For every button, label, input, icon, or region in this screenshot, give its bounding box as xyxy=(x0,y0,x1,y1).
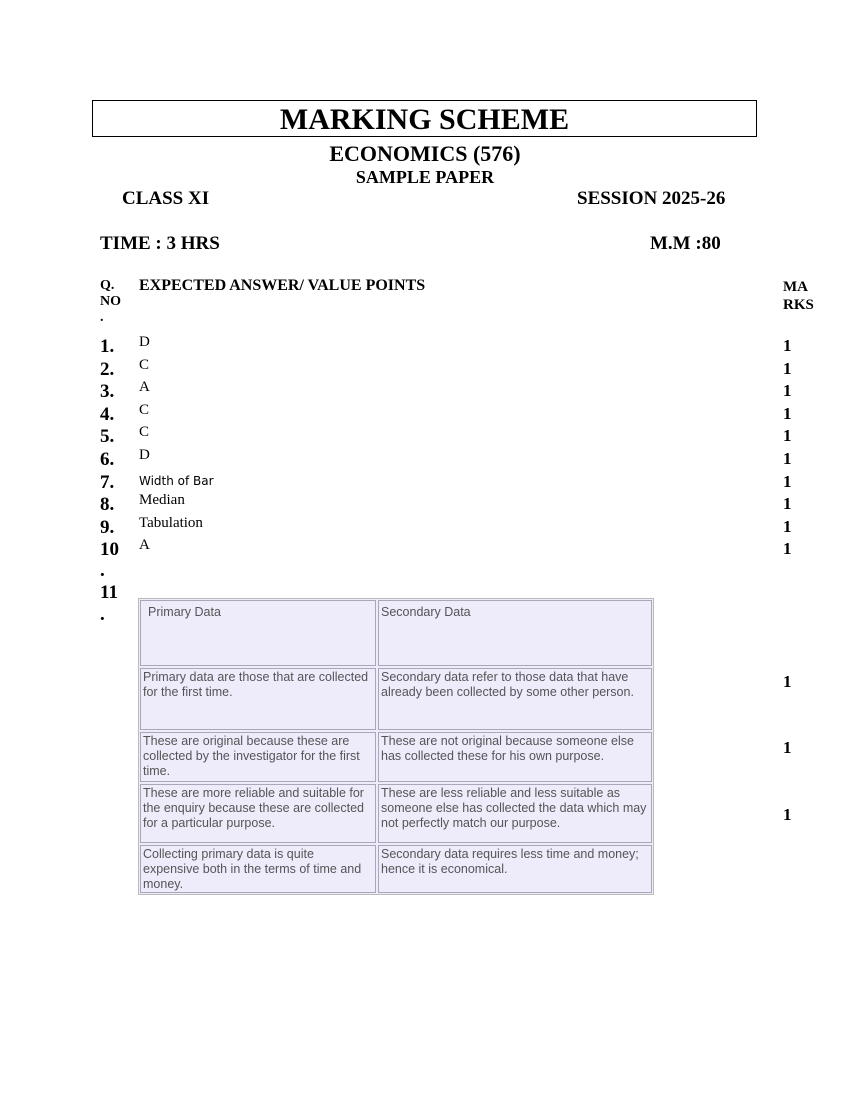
question-number: 10 xyxy=(100,539,119,561)
marks-value: 1 xyxy=(783,672,792,691)
answer-text: Median xyxy=(139,492,185,509)
question-number: 11 xyxy=(100,582,118,603)
table-header-cell: Secondary Data xyxy=(378,600,652,666)
time-label: TIME : 3 HRS xyxy=(100,233,220,254)
table-cell: Secondary data requires less time and money; hence it is economical. xyxy=(378,845,652,893)
answer-text: D xyxy=(139,447,150,463)
marks-value: 1 xyxy=(783,381,792,401)
table-cell: These are not original because someone else has collected these for his own purpose. xyxy=(378,732,652,782)
marks-value: 1 xyxy=(783,449,792,468)
table-cell: Collecting primary data is quite expensive both in the terms of time and money. xyxy=(140,845,376,893)
answer-text: D xyxy=(139,334,150,350)
question-number: 8. xyxy=(100,494,115,516)
marks-value: 1 xyxy=(783,403,792,423)
answer-text: A xyxy=(139,537,150,554)
page-title: MARKING SCHEME xyxy=(92,100,757,137)
question-number-dot: . xyxy=(100,560,105,581)
question-number: 1. xyxy=(100,336,115,357)
marks-value: 1 xyxy=(783,358,792,378)
table-cell: These are original because these are collected by the investigator for the first time. xyxy=(140,732,376,782)
marks-value: 1 xyxy=(783,738,792,757)
answer-header: EXPECTED ANSWER/ VALUE POINTS xyxy=(139,277,426,294)
table-cell: These are more reliable and suitable for the enquiry because these are collected for a particular purpose. xyxy=(140,784,376,843)
table-header-cell: Primary Data xyxy=(140,600,376,666)
marks-value: 1 xyxy=(783,539,792,559)
table-cell: Secondary data refer to those data that have already been collected by some other person. xyxy=(378,668,652,730)
primary-vs-secondary-table xyxy=(138,598,654,895)
answer-text: Width of Bar xyxy=(139,473,214,488)
marks-value: 1 xyxy=(783,516,792,536)
table-cell: These are less reliable and less suitable as someone else has collected the data which may not perfectly match our purpose. xyxy=(378,784,652,843)
question-number: 9. xyxy=(100,516,115,538)
question-number: 3. xyxy=(100,381,115,403)
qno-header xyxy=(100,278,121,326)
question-number-dot: . xyxy=(100,604,105,625)
marks-header-line: RKS xyxy=(783,297,814,313)
marks-header xyxy=(783,278,814,314)
max-marks-label: M.M :80 xyxy=(650,233,721,254)
answer-text: C xyxy=(139,401,150,418)
question-number: 7. xyxy=(100,471,115,493)
qno-header-line: NO xyxy=(100,294,121,309)
question-number: 4. xyxy=(100,403,115,425)
marks-value: 1 xyxy=(783,471,792,491)
marks-value: 1 xyxy=(783,805,792,824)
subject-heading: ECONOMICS (576) xyxy=(329,141,521,166)
marks-value: 1 xyxy=(783,336,792,355)
table-cell: Primary data are those that are collected for the first time. xyxy=(140,668,376,730)
marks-header-line: MA xyxy=(783,279,808,295)
answer-text: Tabulation xyxy=(139,514,203,531)
question-number: 5. xyxy=(100,426,115,448)
answer-text: C xyxy=(139,356,150,373)
question-number: 6. xyxy=(100,449,115,470)
answer-text: A xyxy=(139,379,150,396)
marks-value: 1 xyxy=(783,426,792,446)
answer-text: C xyxy=(139,424,150,441)
session-label: SESSION 2025-26 xyxy=(577,188,726,209)
paper-heading: SAMPLE PAPER xyxy=(355,167,495,187)
question-number: 2. xyxy=(100,358,115,380)
marks-value: 1 xyxy=(783,494,792,514)
qno-header-line: Q. xyxy=(100,278,115,293)
class-label: CLASS XI xyxy=(122,188,210,209)
qno-header-line: . xyxy=(100,310,104,325)
